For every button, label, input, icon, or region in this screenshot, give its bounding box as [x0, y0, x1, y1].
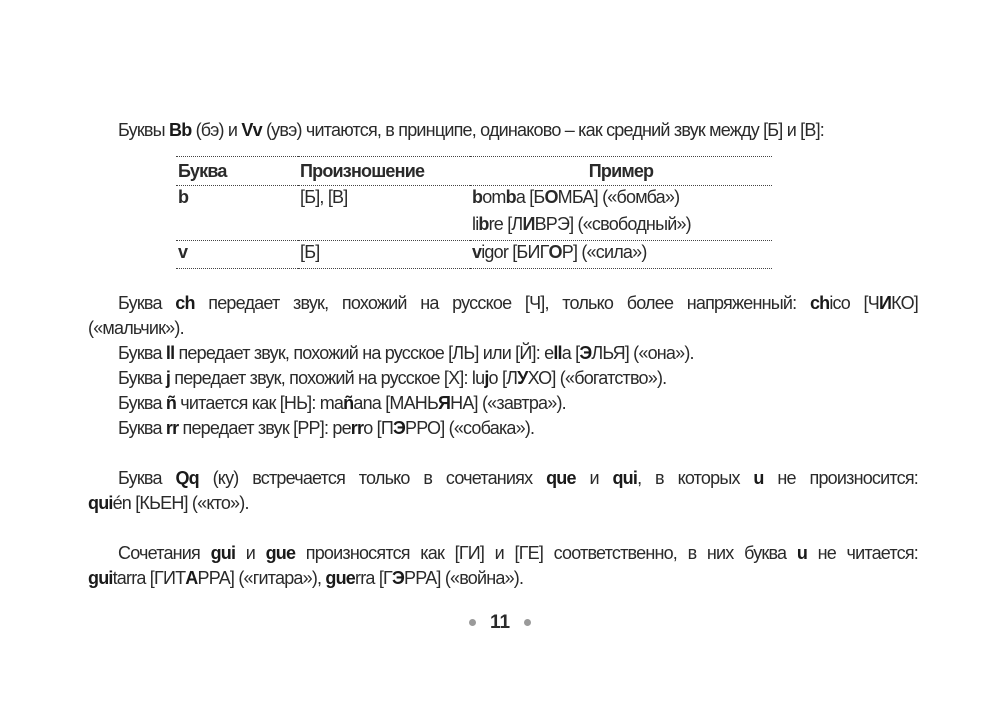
text-fragment: igor [БИГ	[481, 242, 549, 262]
text-fragment: передает звук, похожий на русское [ЛЬ] или [Й]: e	[174, 343, 554, 363]
bold-fragment: О	[544, 187, 558, 207]
text-fragment: передает звук [РР]: pe	[178, 418, 351, 438]
bold-fragment: b	[505, 187, 516, 207]
text-fragment: Буква	[118, 468, 176, 488]
bold-fragment: А	[185, 568, 198, 588]
cell-pronunciation	[298, 213, 470, 241]
text-fragment: ЛЬЯ] («она»).	[591, 343, 694, 363]
text-fragment: читается как [НЬ]: ma	[176, 393, 344, 413]
paragraph-ll	[118, 342, 918, 364]
text-fragment: РРО] («собака»).	[405, 418, 535, 438]
bold-fragment: u	[753, 468, 764, 488]
bold-fragment: ch	[175, 293, 195, 313]
bullet-icon	[469, 619, 476, 626]
bold-fragment: И	[878, 293, 892, 313]
text-fragment: Буква	[118, 393, 166, 413]
page-number-text: 11	[489, 612, 511, 633]
paragraph-j	[118, 367, 918, 389]
letter: v	[178, 242, 188, 262]
text-fragment: КО]	[891, 293, 918, 313]
bold-fragment: Bb	[169, 120, 192, 140]
page-number	[0, 612, 1000, 634]
text-fragment: o [П	[363, 418, 393, 438]
text-fragment: én [КЬЕН] («кто»).	[112, 493, 249, 513]
bold-fragment: ñ	[165, 393, 177, 413]
bold-fragment: gue	[265, 543, 296, 563]
paragraph-ch	[118, 292, 918, 314]
bold-fragment: j	[484, 368, 489, 388]
bold-fragment: Э	[579, 343, 592, 363]
text-fragment: («мальчик»).	[88, 318, 184, 338]
text-fragment: РРА] («война»).	[404, 568, 524, 588]
text-fragment: НА] («завтра»).	[450, 393, 566, 413]
bold-fragment: И	[522, 214, 535, 234]
cell-pronunciation: [Б], [В]	[300, 187, 348, 207]
bold-fragment: b	[478, 214, 489, 234]
cell-pronunciation: [Б]	[298, 241, 470, 269]
bold-fragment: qui	[612, 468, 638, 488]
paragraph-qq	[118, 467, 918, 489]
bold-fragment: Э	[392, 418, 405, 438]
text-fragment: Р] («сила»)	[561, 242, 647, 262]
bold-fragment: Qq	[175, 468, 199, 488]
text-fragment: не произносится:	[763, 468, 918, 488]
table-row	[176, 186, 772, 214]
text-fragment: ХО] («богатство»).	[527, 368, 667, 388]
paragraph-rr	[118, 417, 918, 439]
bold-fragment: gui	[210, 543, 236, 563]
table-row	[176, 213, 772, 241]
bold-fragment: Vv	[241, 120, 262, 140]
bold-fragment: ch	[809, 293, 830, 313]
bold-fragment: u	[796, 543, 808, 563]
text-fragment: tarra [ГИТ	[112, 568, 186, 588]
cell-example	[470, 186, 772, 214]
text-fragment: ВРЭ] («свободный»)	[534, 214, 691, 234]
cell-letter	[176, 213, 298, 241]
text-fragment: Буквы	[118, 120, 169, 140]
bold-fragment: ll	[165, 343, 175, 363]
text-fragment: om	[482, 187, 506, 207]
text-fragment: Буква	[118, 343, 166, 363]
bold-fragment: Я	[438, 393, 451, 413]
text-fragment: Сочетания	[118, 543, 211, 563]
text-fragment: и	[235, 543, 266, 563]
bold-fragment: О	[548, 242, 562, 262]
text-fragment: и	[575, 468, 613, 488]
text-fragment: (ку) встречается только в сочетаниях	[198, 468, 547, 488]
text-fragment: li	[472, 214, 479, 234]
bold-fragment: v	[472, 242, 482, 262]
text-fragment: не читается:	[807, 543, 918, 563]
text-fragment: ico [Ч	[829, 293, 879, 313]
text-fragment: произносятся как [ГИ] и [ГЕ] соответственно, в них буква	[295, 543, 797, 563]
text-fragment: ana [МАНЬ	[353, 393, 439, 413]
bold-fragment: gue	[325, 568, 356, 588]
text-fragment: o [Л	[488, 368, 518, 388]
text-fragment: Буква	[118, 418, 166, 438]
pronunciation-table	[176, 156, 772, 269]
cell-letter	[176, 186, 298, 214]
text-fragment: a [Б	[515, 187, 545, 207]
cell-letter	[176, 241, 298, 269]
bold-fragment: qui	[88, 493, 113, 513]
table-header-example: Пример	[470, 157, 772, 186]
cell-example	[470, 213, 772, 241]
cell-example	[470, 241, 772, 269]
text-fragment: Буква	[118, 293, 176, 313]
letter: b	[178, 187, 189, 207]
text-fragment: , в которых	[637, 468, 754, 488]
text-fragment: передает звук, похожий на русское [Ч], только более напряженный:	[194, 293, 810, 313]
paragraph-ch-cont	[88, 317, 918, 339]
text-fragment: rra [Г	[355, 568, 392, 588]
bold-fragment: ñ	[343, 393, 354, 413]
bold-fragment: Э	[391, 568, 404, 588]
bold-fragment: rr	[350, 418, 364, 438]
bold-fragment: gui	[88, 568, 113, 588]
paragraph-qq-cont	[88, 492, 918, 514]
bullet-icon	[524, 619, 531, 626]
text-fragment: re [Л	[488, 214, 523, 234]
text-fragment: МБА] («бомба»)	[557, 187, 680, 207]
table-header-letter: Буква	[176, 157, 298, 186]
bold-fragment: que	[546, 468, 576, 488]
text-fragment: (бэ) и	[191, 120, 242, 140]
text-fragment: РРА] («гитара»),	[197, 568, 326, 588]
bold-fragment: j	[165, 368, 171, 388]
paragraph-gui-gue	[118, 542, 918, 564]
text-fragment: передает звук, похожий на русское [Х]: lu	[170, 368, 485, 388]
paragraph-gui-gue-cont	[88, 567, 918, 589]
text-fragment: a [	[561, 343, 580, 363]
paragraph-b-v	[118, 119, 918, 141]
bold-fragment: ll	[553, 343, 562, 363]
table-row	[176, 241, 772, 269]
text-fragment: Буква	[118, 368, 166, 388]
paragraph-n	[118, 392, 918, 414]
bold-fragment: b	[472, 187, 483, 207]
bold-fragment: rr	[165, 418, 179, 438]
bold-fragment: У	[517, 368, 528, 388]
text-fragment: (увэ) читаются, в принципе, одинаково – как средний звук между [Б] и [В]:	[261, 120, 824, 140]
table-header-pronunciation: Произношение	[298, 157, 470, 186]
